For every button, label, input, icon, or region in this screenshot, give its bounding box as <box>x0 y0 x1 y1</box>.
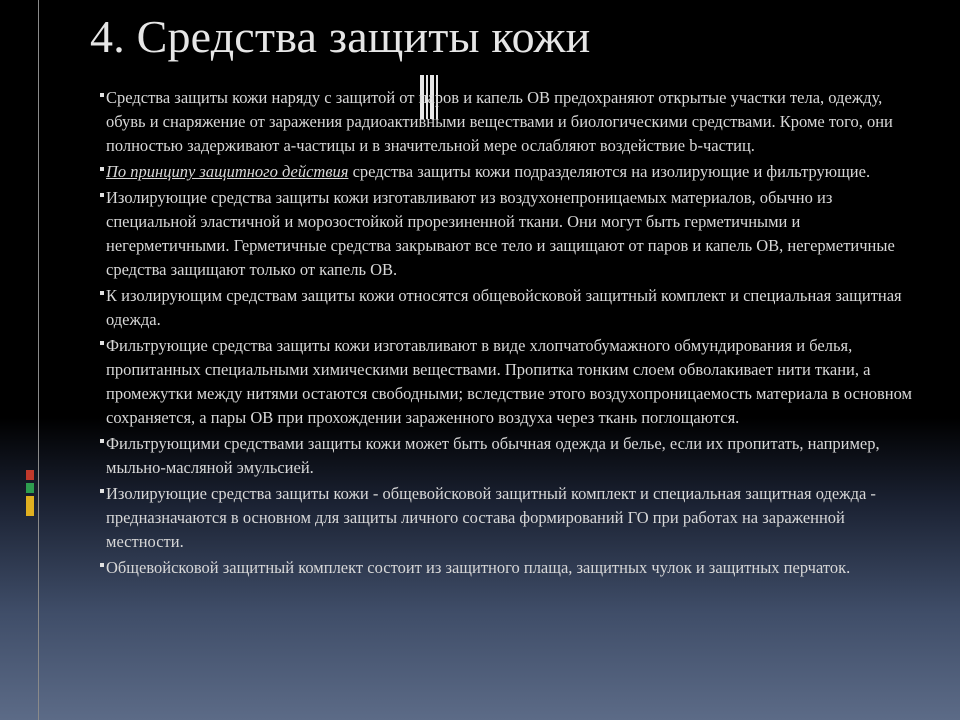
bullet-text: Фильтрующие средства защиты кожи изготавливают в виде хлопчатобумажного обмундирования и белья, пропитанных специальными химическими веществами. Пропитка тонким слоем обволакивает нити ткани, а промежутки между нитями остаются свободными; вследствие этого воздухопроницаемость материала в основном сохраняется, а пары ОВ при прохождении зараженного воздуха через ткань поглощаются. <box>106 336 912 427</box>
slide-title: 4. Средства защиты кожи <box>90 11 591 62</box>
bullet-item <box>100 482 920 554</box>
bullet-icon <box>100 291 104 295</box>
bullet-list <box>100 86 920 582</box>
bullet-icon <box>100 193 104 197</box>
bullet-item <box>100 432 920 480</box>
bullet-text: Изолирующие средства защиты кожи изготавливают из воздухонепроницаемых материалов, обычно из специальной эластичной и морозостойкой прорезиненной ткани. Они могут быть герметичными и негерметичными. Герметичные средства закрывают все тело и защищают от паров и капель ОВ, негерметичные средства защищают только от капель ОВ. <box>106 188 895 279</box>
left-accent-marks <box>26 470 36 519</box>
bullet-icon <box>100 439 104 443</box>
bullet-text: Изолирующие средства защиты кожи - общевойсковой защитный комплект и специальная защитная одежда - предназначаются в основном для защиты личного состава формирований ГО при работах на зараженной местности. <box>106 484 876 551</box>
bullet-underlined-lead: По принципу защитного действия <box>106 162 349 181</box>
bullet-item <box>100 86 920 158</box>
bullet-item <box>100 334 920 430</box>
red-accent-mark <box>26 470 34 480</box>
bullet-item <box>100 160 920 184</box>
bullet-item <box>100 284 920 332</box>
bullet-icon <box>100 563 104 567</box>
bullet-text: Средства защиты кожи наряду с защитой от паров и капель ОВ предохраняют открытые участки тела, одежду, обувь и снаряжение от заражения радиоактивными веществами и биологическими средствами. Кроме того, они полностью задерживают а-частицы и в значительной мере ослабляют воздействие b-частиц. <box>106 88 893 155</box>
yellow-accent-mark <box>26 496 34 516</box>
bullet-icon <box>100 341 104 345</box>
bullet-text: Общевойсковой защитный комплект состоит из защитного плаща, защитных чулок и защитных перчаток. <box>106 558 851 577</box>
bullet-icon <box>100 93 104 97</box>
bullet-item <box>100 556 920 580</box>
bullet-icon <box>100 167 104 171</box>
bullet-text <box>106 160 920 184</box>
bullet-item <box>100 186 920 282</box>
bullet-text: К изолирующим средствам защиты кожи относятся общевойсковой защитный комплект и специальная защитная одежда. <box>106 286 902 329</box>
bullet-icon <box>100 489 104 493</box>
green-accent-mark <box>26 483 34 493</box>
bullet-text-rest: средства защиты кожи подразделяются на изолирующие и фильтрующие. <box>348 162 871 181</box>
bullet-text: Фильтрующими средствами защиты кожи может быть обычная одежда и белье, если их пропитать, например, мыльно-масляной эмульсией. <box>106 434 880 477</box>
left-divider-line <box>38 0 39 720</box>
